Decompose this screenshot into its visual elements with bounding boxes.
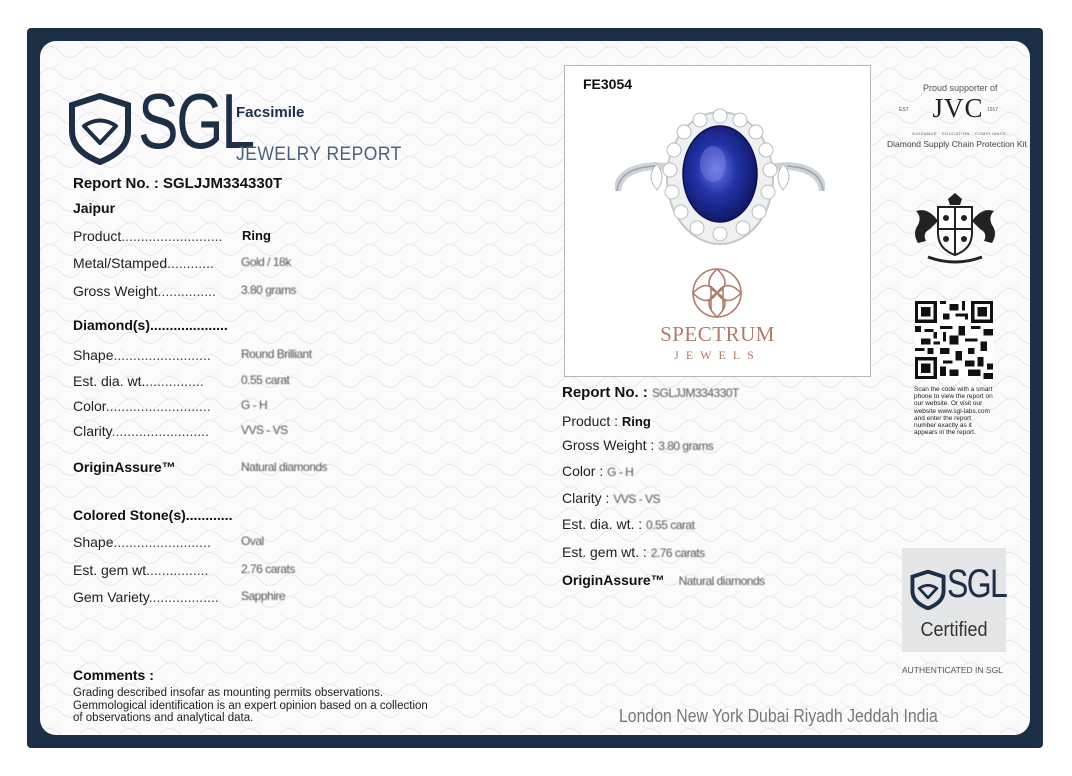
sgl-certified-badge (902, 548, 1006, 652)
obscured-value: 3.80 grams (241, 283, 297, 297)
product-value: Ring (242, 228, 271, 243)
summary-gem-weight: Est. gem wt. : 2.76 carats (562, 544, 705, 560)
ring-image (615, 106, 825, 246)
obscured-value: Gold / 18k (241, 255, 291, 269)
gross-weight-row: Gross Weight............... 3.80 grams (73, 283, 297, 299)
certified-logo-text: SGL (947, 562, 1007, 606)
dia-clarity-row: Clarity......................... VVS - VS (73, 423, 288, 439)
spectrum-sub: JEWELS (674, 348, 761, 362)
summary-gross-weight: Gross Weight : 3.80 grams (562, 437, 714, 453)
report-card (40, 41, 1030, 735)
qr-caption: Scan the code with a smart phone to view the report on our website. Or visit our website www.sgl-labs.com and enter the report number exactly as it appears in the report. (914, 386, 993, 437)
gem-shape-row: Shape......................... Oval (73, 534, 264, 550)
report-type: JEWELRY REPORT (236, 144, 402, 165)
gem-weight-row: Est. gem wt................ 2.76 carats (73, 562, 295, 578)
certified-shield-icon (910, 570, 946, 610)
summary-color: Color : G - H (562, 463, 634, 479)
jewelry-photo (564, 65, 871, 377)
jvc-caption: Diamond Supply Chain Protection Kit (887, 139, 1027, 149)
office-cities: London New York Dubai Riyadh Jeddah India (619, 706, 938, 726)
dia-weight-row: Est. dia. wt................ 0.55 carat (73, 373, 290, 389)
colored-stones-title: Colored Stone(s)............ (73, 507, 233, 523)
comments-text: Grading described insofar as mounting permits observations. Gemmological identification is an expert opinion based on a collection of observations and analytical data. (73, 687, 428, 724)
facsimile-label: Facsimile (236, 104, 305, 121)
comments-title: Comments : (73, 667, 154, 683)
jvc-est: EST (899, 107, 909, 113)
sgl-shield-icon (68, 93, 132, 165)
jvc-tagline: GUIDANCE · EDUCATION · COMPLIANCE (912, 131, 1007, 136)
summary-dia-weight: Est. dia. wt. : 0.55 carat (562, 516, 695, 532)
jvc-logo: JVC (932, 93, 984, 123)
sgl-logo-text: SGL (138, 77, 253, 165)
item-code: FE3054 (583, 76, 633, 92)
authenticated-label: AUTHENTICATED IN SGL (902, 665, 1003, 675)
spectrum-brand: SPECTRUM (660, 322, 775, 346)
spectrum-logo-icon (677, 264, 757, 322)
report-city: Jaipur (73, 200, 116, 216)
summary-report-no: Report No. : SGLJJM334330T (562, 384, 739, 401)
summary-clarity: Clarity : VVS - VS (562, 490, 661, 506)
summary-origin: OriginAssure™ Natural diamonds (562, 572, 765, 588)
jvc-year: 1917 (987, 107, 999, 113)
dia-color-row: Color........................... G - H (73, 398, 268, 414)
origin-row: OriginAssure™ Natural diamonds (73, 459, 328, 475)
dia-shape-row: Shape......................... Round Brilliant (73, 347, 312, 363)
certified-label: Certified (920, 619, 988, 641)
product-row: Product.......................... Ring (73, 228, 271, 244)
summary-product: Product : Ring (562, 413, 651, 429)
metal-row: Metal/Stamped............ Gold / 18k (73, 255, 291, 271)
diamonds-title: Diamond(s).................... (73, 317, 228, 333)
jvc-proud: Proud supporter of (923, 83, 998, 93)
qr-code (915, 301, 993, 379)
royal-crest-icon (908, 193, 1002, 265)
gem-variety-row: Gem Variety.................. Sapphire (73, 589, 286, 605)
report-number: Report No. : SGLJJM334330T (73, 175, 283, 192)
